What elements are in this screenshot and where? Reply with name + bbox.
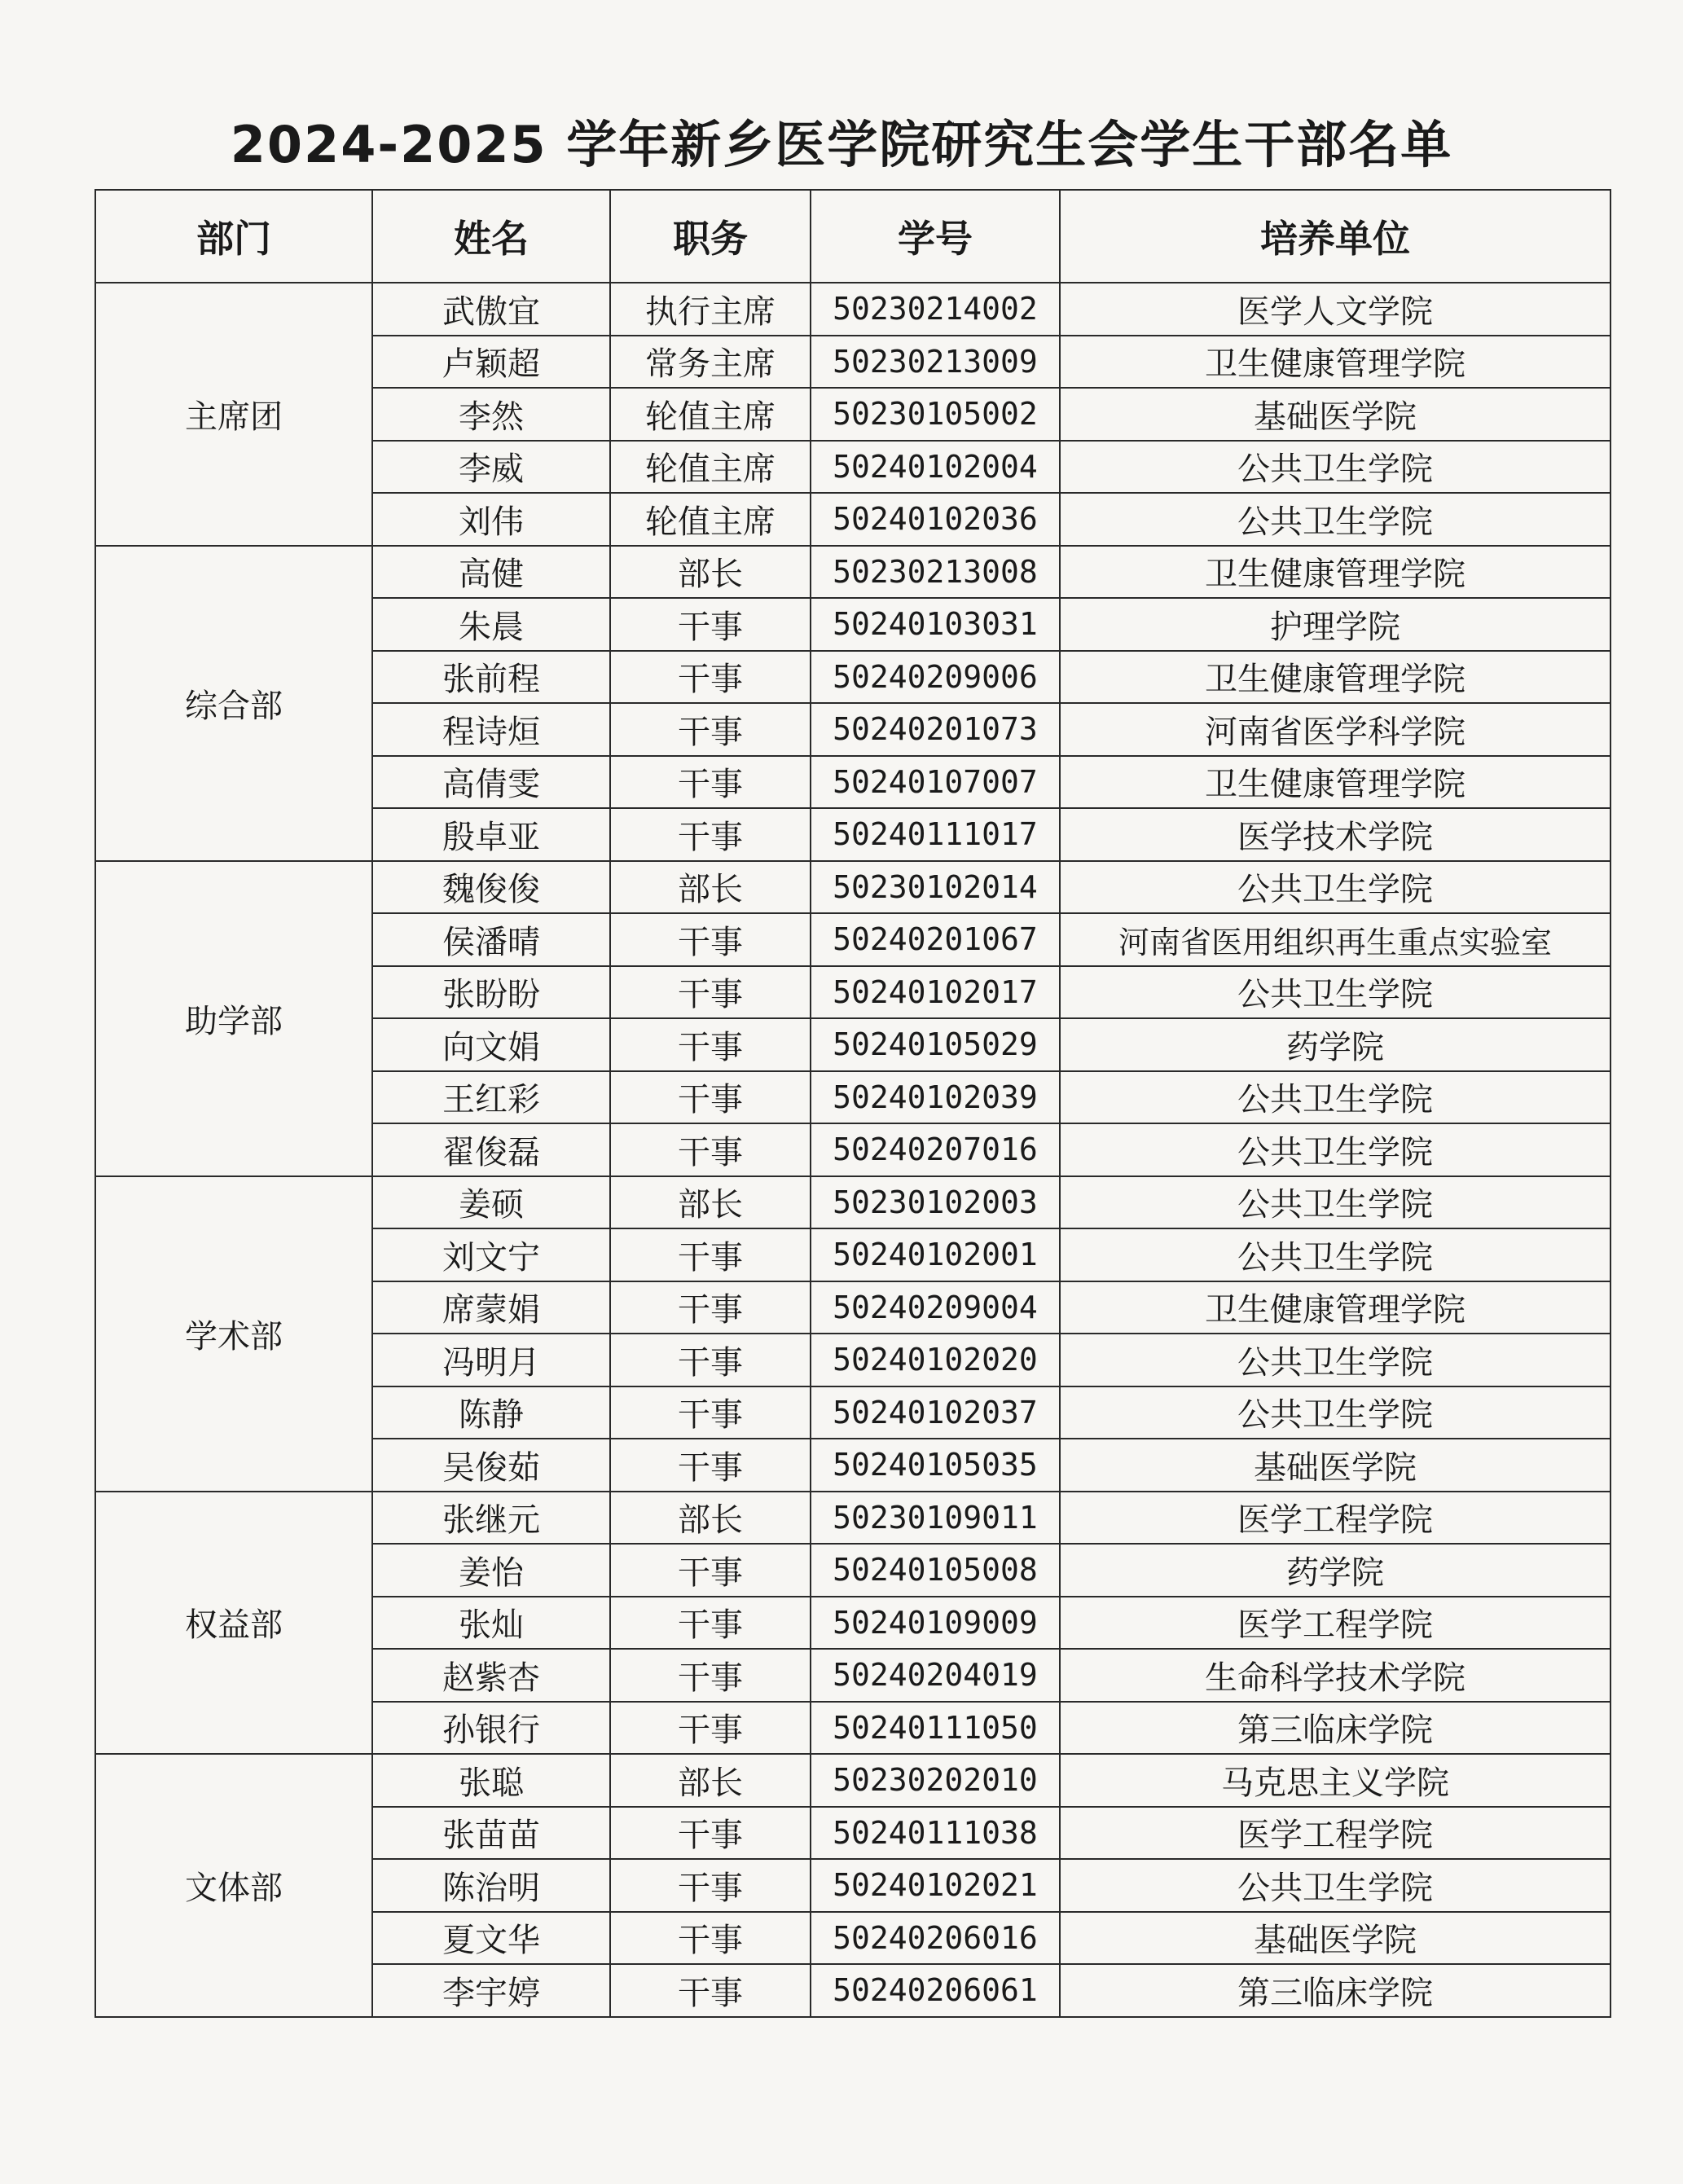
name-cell: 陈治明 [372,1859,610,1912]
position-cell: 干事 [610,1334,811,1386]
table-row [95,1176,1610,1229]
student-id-cell: 50240109009 [811,1597,1060,1650]
name-cell: 张灿 [372,1597,610,1650]
table-header-row [95,190,1610,283]
name-cell: 夏文华 [372,1912,610,1965]
name-cell: 张前程 [372,651,610,704]
unit-cell: 医学工程学院 [1060,1807,1610,1860]
student-id-cell: 50240209004 [811,1281,1060,1334]
position-cell: 轮值主席 [610,388,811,441]
unit-cell: 卫生健康管理学院 [1060,1281,1610,1334]
name-cell: 刘文宁 [372,1228,610,1281]
name-cell: 张苗苗 [372,1807,610,1860]
position-cell: 干事 [610,756,811,809]
position-cell: 部长 [610,861,811,914]
student-id-cell: 50240102039 [811,1071,1060,1124]
page-title: 2024-2025 学年新乡医学院研究生会学生干部名单 [230,115,1453,174]
student-id-cell: 50240102037 [811,1386,1060,1439]
name-cell: 王红彩 [372,1071,610,1124]
name-cell: 刘伟 [372,493,610,546]
position-cell: 干事 [610,1544,811,1597]
position-cell: 部长 [610,1754,811,1807]
position-cell: 干事 [610,1281,811,1334]
name-cell: 孙银行 [372,1702,610,1755]
table-row [95,861,1610,914]
name-cell: 高倩雯 [372,756,610,809]
position-cell: 干事 [610,1597,811,1650]
position-cell: 干事 [610,598,811,651]
position-cell: 干事 [610,1702,811,1755]
student-id-cell: 50230105002 [811,388,1060,441]
table-body [95,283,1610,2017]
unit-cell: 公共卫生学院 [1060,1123,1610,1176]
name-cell: 李然 [372,388,610,441]
name-cell: 姜硕 [372,1176,610,1229]
unit-cell: 公共卫生学院 [1060,493,1610,546]
student-id-cell: 50240111038 [811,1807,1060,1860]
department-cell: 主席团 [95,283,372,546]
student-id-cell: 50240102001 [811,1228,1060,1281]
department-cell: 权益部 [95,1492,372,1755]
table-row [95,283,1610,336]
unit-cell: 生命科学技术学院 [1060,1649,1610,1702]
table-row [95,1492,1610,1545]
student-id-cell: 50230202010 [811,1754,1060,1807]
department-cell: 学术部 [95,1176,372,1492]
unit-cell: 公共卫生学院 [1060,1386,1610,1439]
unit-cell: 医学工程学院 [1060,1597,1610,1650]
student-id-cell: 50240105008 [811,1544,1060,1597]
position-cell: 干事 [610,1439,811,1492]
name-cell: 冯明月 [372,1334,610,1386]
position-cell: 干事 [610,1123,811,1176]
position-cell: 干事 [610,1859,811,1912]
unit-cell: 医学人文学院 [1060,283,1610,336]
name-cell: 侯潘晴 [372,913,610,966]
position-cell: 干事 [610,1964,811,2017]
name-cell: 张盼盼 [372,966,610,1019]
name-cell: 陈静 [372,1386,610,1439]
unit-cell: 公共卫生学院 [1060,1228,1610,1281]
student-id-cell: 50240204019 [811,1649,1060,1702]
header-name: 姓名 [372,190,610,283]
student-id-cell: 50240103031 [811,598,1060,651]
position-cell: 干事 [610,1807,811,1860]
name-cell: 高健 [372,546,610,599]
position-cell: 干事 [610,913,811,966]
unit-cell: 河南省医用组织再生重点实验室 [1060,913,1610,966]
unit-cell: 公共卫生学院 [1060,966,1610,1019]
name-cell: 席蒙娟 [372,1281,610,1334]
name-cell: 赵紫杏 [372,1649,610,1702]
position-cell: 干事 [610,651,811,704]
student-id-cell: 50240102017 [811,966,1060,1019]
student-id-cell: 50240102036 [811,493,1060,546]
name-cell: 武傲宜 [372,283,610,336]
name-cell: 程诗烜 [372,703,610,756]
name-cell: 姜怡 [372,1544,610,1597]
student-id-cell: 50240111017 [811,808,1060,861]
unit-cell: 河南省医学科学院 [1060,703,1610,756]
position-cell: 干事 [610,808,811,861]
unit-cell: 卫生健康管理学院 [1060,651,1610,704]
table-row [95,546,1610,599]
student-id-cell: 50240201067 [811,913,1060,966]
student-id-cell: 50240206016 [811,1912,1060,1965]
position-cell: 干事 [610,703,811,756]
position-cell: 轮值主席 [610,493,811,546]
unit-cell: 卫生健康管理学院 [1060,756,1610,809]
department-cell: 文体部 [95,1754,372,2017]
student-id-cell: 50240206061 [811,1964,1060,2017]
unit-cell: 基础医学院 [1060,1912,1610,1965]
position-cell: 执行主席 [610,283,811,336]
position-cell: 干事 [610,1649,811,1702]
student-id-cell: 50240201073 [811,703,1060,756]
student-id-cell: 50240107007 [811,756,1060,809]
unit-cell: 基础医学院 [1060,388,1610,441]
position-cell: 干事 [610,1018,811,1071]
name-cell: 吴俊茹 [372,1439,610,1492]
name-cell: 殷卓亚 [372,808,610,861]
position-cell: 干事 [610,1912,811,1965]
student-id-cell: 50240102021 [811,1859,1060,1912]
table-row [95,1754,1610,1807]
name-cell: 张聪 [372,1754,610,1807]
student-id-cell: 50230102003 [811,1176,1060,1229]
unit-cell: 医学工程学院 [1060,1492,1610,1545]
student-id-cell: 50240102020 [811,1334,1060,1386]
student-id-cell: 50240207016 [811,1123,1060,1176]
position-cell: 干事 [610,1071,811,1124]
cadre-roster-table [94,189,1611,2018]
unit-cell: 药学院 [1060,1018,1610,1071]
unit-cell: 第三临床学院 [1060,1964,1610,2017]
student-id-cell: 50230214002 [811,283,1060,336]
student-id-cell: 50240102004 [811,441,1060,494]
student-id-cell: 50230109011 [811,1492,1060,1545]
unit-cell: 公共卫生学院 [1060,1334,1610,1386]
department-cell: 助学部 [95,861,372,1176]
position-cell: 干事 [610,1228,811,1281]
department-cell: 综合部 [95,546,372,861]
name-cell: 翟俊磊 [372,1123,610,1176]
student-id-cell: 50240111050 [811,1702,1060,1755]
unit-cell: 药学院 [1060,1544,1610,1597]
unit-cell: 公共卫生学院 [1060,861,1610,914]
unit-cell: 医学技术学院 [1060,808,1610,861]
name-cell: 朱晨 [372,598,610,651]
position-cell: 部长 [610,546,811,599]
unit-cell: 护理学院 [1060,598,1610,651]
unit-cell: 第三临床学院 [1060,1702,1610,1755]
name-cell: 李威 [372,441,610,494]
name-cell: 魏俊俊 [372,861,610,914]
name-cell: 向文娟 [372,1018,610,1071]
unit-cell: 马克思主义学院 [1060,1754,1610,1807]
header-department: 部门 [95,190,372,283]
position-cell: 常务主席 [610,336,811,389]
header-student-id: 学号 [811,190,1060,283]
unit-cell: 公共卫生学院 [1060,1859,1610,1912]
unit-cell: 基础医学院 [1060,1439,1610,1492]
student-id-cell: 50240105035 [811,1439,1060,1492]
student-id-cell: 50230102014 [811,861,1060,914]
student-id-cell: 50240105029 [811,1018,1060,1071]
name-cell: 卢颖超 [372,336,610,389]
unit-cell: 卫生健康管理学院 [1060,336,1610,389]
student-id-cell: 50230213008 [811,546,1060,599]
header-position: 职务 [610,190,811,283]
student-id-cell: 50230213009 [811,336,1060,389]
name-cell: 张继元 [372,1492,610,1545]
unit-cell: 卫生健康管理学院 [1060,546,1610,599]
unit-cell: 公共卫生学院 [1060,441,1610,494]
position-cell: 部长 [610,1176,811,1229]
unit-cell: 公共卫生学院 [1060,1071,1610,1124]
position-cell: 部长 [610,1492,811,1545]
position-cell: 干事 [610,966,811,1019]
header-unit: 培养单位 [1060,190,1610,283]
position-cell: 干事 [610,1386,811,1439]
student-id-cell: 50240209006 [811,651,1060,704]
position-cell: 轮值主席 [610,441,811,494]
name-cell: 李宇婷 [372,1964,610,2017]
unit-cell: 公共卫生学院 [1060,1176,1610,1229]
